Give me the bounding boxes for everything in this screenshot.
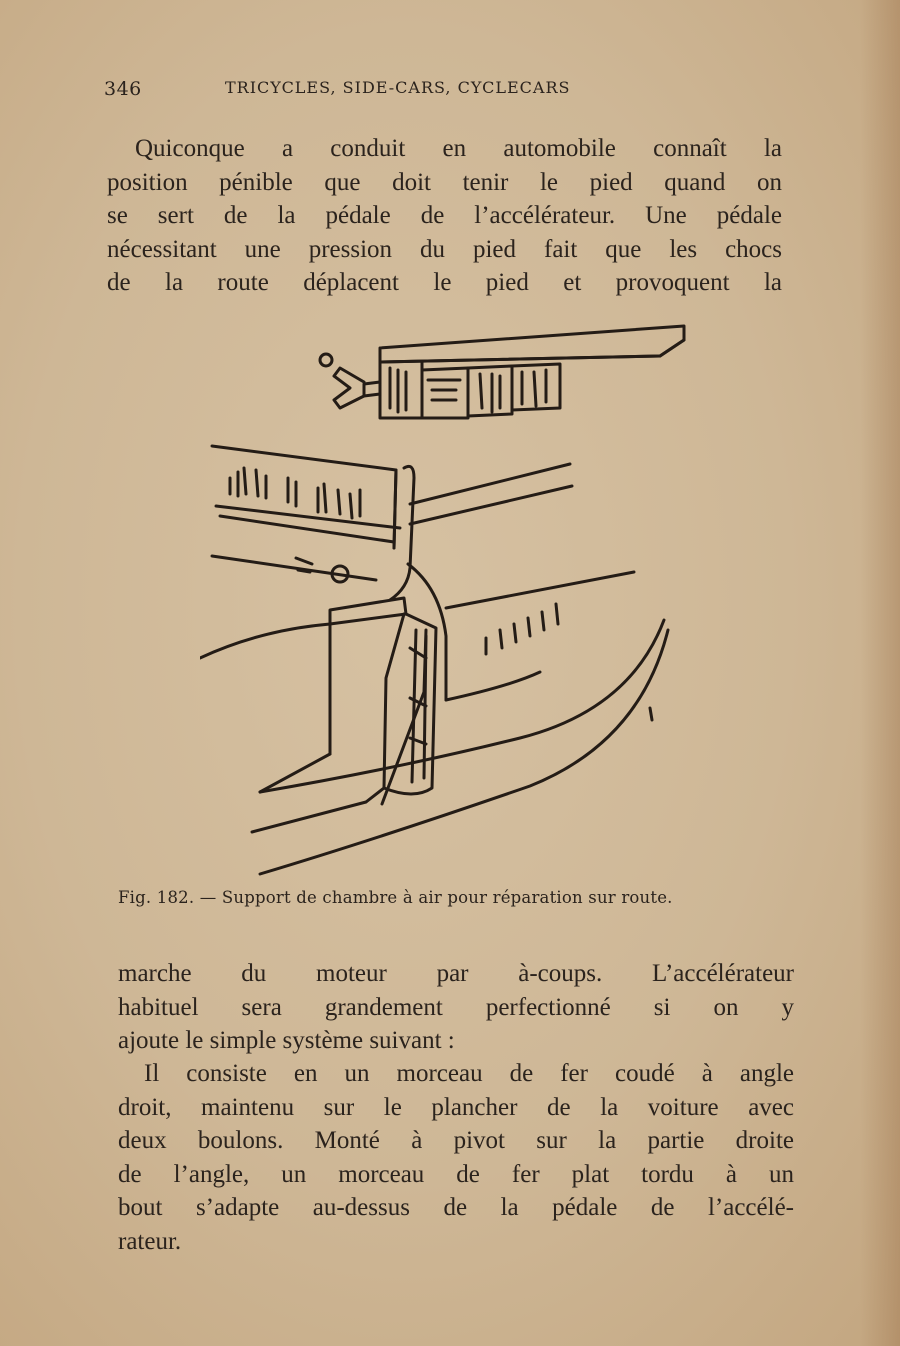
text-line: se sert de la pédale de l’accélérateur. Une pédale <box>107 202 782 229</box>
text-line: bout s’adapte au-dessus de la pédale de l’accélé- <box>118 1194 794 1221</box>
paragraph-2 <box>118 957 794 1058</box>
text-line: de la route déplacent le pied et provoquent la <box>107 269 782 296</box>
figure-caption: Fig. 182. — Support de chambre à air pour réparation sur route. <box>118 888 673 907</box>
page-number: 346 <box>104 78 142 100</box>
tube-clamp-drawing <box>200 446 668 874</box>
text-line: habituel sera grandement perfectionné si on y <box>118 993 794 1021</box>
figure-182-illustration <box>200 318 700 888</box>
text-line: droit, maintenu sur le plancher de la voiture avec <box>118 1093 794 1121</box>
text-line: deux boulons. Monté à pivot sur la partie droite <box>118 1127 794 1154</box>
support-block-drawing <box>320 326 684 418</box>
paragraph-3 <box>118 1057 794 1258</box>
text-line: de l’angle, un morceau de fer plat tordu à un <box>118 1160 794 1188</box>
text-line: Il consiste en un morceau de fer coudé à angle <box>144 1060 794 1087</box>
running-title: TRICYCLES, SIDE-CARS, CYCLECARS <box>225 78 571 97</box>
text-line: nécessitant une pression du pied fait que les chocs <box>107 235 782 263</box>
text-line: position pénible que doit tenir le pied quand on <box>107 168 782 196</box>
page-gutter-shadow <box>860 0 900 1346</box>
text-line: Quiconque a conduit en automobile connaît la <box>135 135 782 162</box>
text-line: ajoute le simple système suivant : <box>118 1027 455 1054</box>
paragraph-1 <box>107 132 782 300</box>
text-line: marche du moteur par à-coups. L’accélérateur <box>118 960 794 987</box>
text-line: rateur. <box>118 1227 182 1255</box>
